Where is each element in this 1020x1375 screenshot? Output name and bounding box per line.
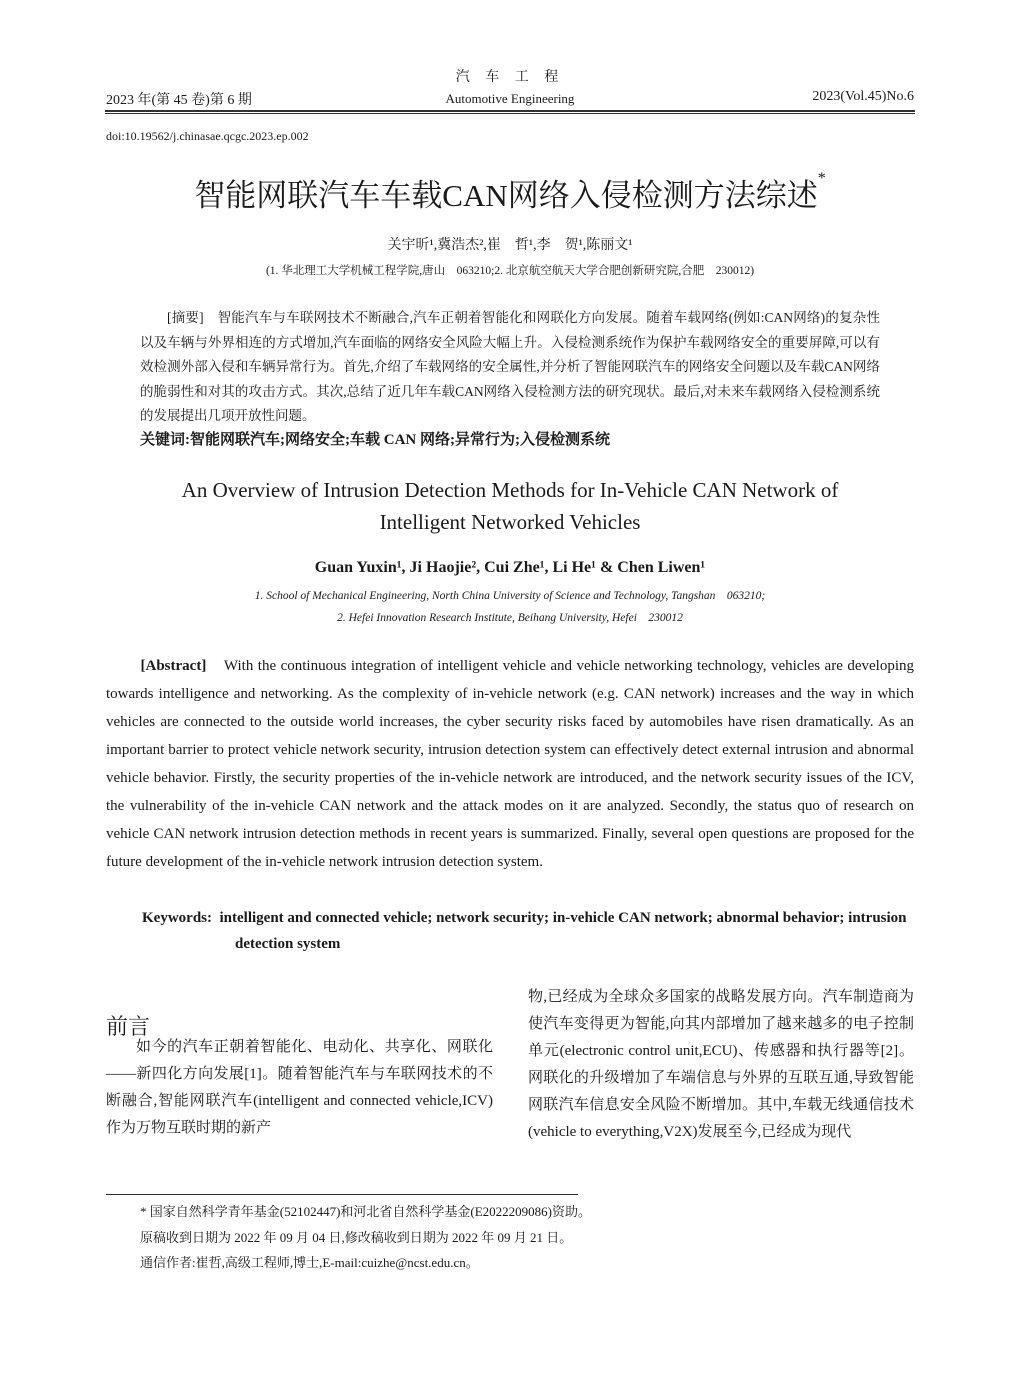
abstract-cn-text: 智能汽车与车联网技术不断融合,汽车正朝着智能化和网联化方向发展。随着车载网络(例如:CAN网络)的复杂性以及车辆与外界相连的方式增加,汽车面临的网络安全风险大幅上升。入侵检测系统作为保护车载网络安全的重要屏障,可以有效检测外部入侵和车辆异常行为。首先,介绍了车载网络的安全属性,并分析了智能网联汽车的网络安全问题以及车载CAN网络的脆弱性和对其的攻击方式。其次,总结了近几年车载CAN网络入侵检测方法的研究现状。最后,对未来车载网络入侵检测系统的发展提出几项开放性问题。 xyxy=(140,310,880,423)
section-heading: 前言 xyxy=(106,1014,151,1039)
footnote-rule xyxy=(106,1194,578,1195)
keywords-cn: 关键词:智能网联汽车;网络安全;车载 CAN 网络;异常行为;入侵检测系统 xyxy=(140,432,610,448)
authors-cn: 关宇昕¹,冀浩杰²,崔 哲¹,李 贺¹,陈丽文¹ xyxy=(387,238,633,253)
footnote-dates: 原稿收到日期为 2022 年 09 月 04 日,修改稿收到日期为 2022 年 09 月 21 日。 xyxy=(140,1230,573,1245)
title-cn-text: 智能网联汽车车载CAN网络入侵检测方法综述 xyxy=(194,178,818,213)
header-rule xyxy=(105,110,915,112)
title-footnote-mark: * xyxy=(817,170,826,187)
journal-name-en: Automotive Engineering xyxy=(445,91,575,106)
title-cn xyxy=(0,170,1020,215)
affiliation-en-2: 2. Hefei Innovation Research Institute, Beihang University, Hefei 230012 xyxy=(337,612,683,624)
header-rule-thin xyxy=(105,113,915,114)
journal-name-cn: 汽 车 工 程 xyxy=(455,70,565,85)
issue-cn: 2023 年(第 45 卷)第 6 期 xyxy=(106,93,252,108)
abstract-en-label: [Abstract] xyxy=(140,658,207,674)
body-text-right: 物,已经成为全球众多国家的战略发展方向。汽车制造商为使汽车变得更为智能,向其内部增加了越来越多的电子控制单元(electronic control unit,ECU)、传感器和执行器等[2]。网联化的升级增加了车端信息与外界的互联互通,导致智能网联汽车信息安全风险不断增加。其中,车载无线通信技术(vehicle to everything,V2X)发展至今,已经成为现代 xyxy=(528,989,914,1140)
abstract-en-text: With the continuous integration of intelligent vehicle and vehicle networking technology, vehicles are developing towards intelligence and networking. As the complexity of in-vehicle network (e.g. CAN network) increases and the way in which vehicles are connected to the outside world increases, the cyber security risks faced by automobiles have risen dramatically. As an important barrier to protect vehicle network security, intrusion detection system can effectively detect external intrusion and abnormal vehicle behavior. Firstly, the security properties of the in-vehicle network are introduced, and the network security issues of the ICV, the vulnerability of the in-vehicle CAN network and the attack modes on it are analyzed. Secondly, the status quo of research on vehicle CAN network intrusion detection methods in recent years is summarized. Finally, several open questions are proposed for the future development of the in-vehicle network intrusion detection system. xyxy=(106,658,914,870)
affiliations-cn: (1. 华北理工大学机械工程学院,唐山 063210;2. 北京航空航天大学合肥创新研究院,合肥 230012) xyxy=(265,265,755,277)
affiliation-en-1: 1. School of Mechanical Engineering, North China University of Science and Technology, Tangshan 063210; xyxy=(254,590,766,602)
title-en-text: An Overview of Intrusion Detection Methods for In-Vehicle CAN Network of Intelligent Networked Vehicles xyxy=(181,478,839,534)
doi: doi:10.19562/j.chinasae.qcgc.2023.ep.002 xyxy=(106,129,309,143)
body-text-left: 如今的汽车正朝着智能化、电动化、共享化、网联化——新四化方向发展[1]。随着智能汽车与车联网技术的不断融合,智能网联汽车(intelligent and connected vehicle,ICV)作为万物互联时期的新产 xyxy=(106,1039,493,1136)
keywords-en-label: Keywords: xyxy=(142,910,212,926)
keywords-en xyxy=(142,905,914,957)
abstract-cn-label: [摘要] xyxy=(167,310,204,325)
footnote-funding: * 国家自然科学青年基金(52102447)和河北省自然科学基金(E2022209086)资助。 xyxy=(140,1204,592,1219)
abstract-cn xyxy=(140,306,880,429)
authors-en: Guan Yuxin¹, Ji Haojie², Cui Zhe¹, Li He¹ & Chen Liwen¹ xyxy=(314,559,706,576)
issue-en: 2023(Vol.45)No.6 xyxy=(812,89,914,104)
keywords-en-text: intelligent and connected vehicle; network security; in-vehicle CAN network; abnormal behavior; intrusion detection system xyxy=(219,910,907,952)
footnote-corresponding: 通信作者:崔哲,高级工程师,博士,E-mail:cuizhe@ncst.edu.cn。 xyxy=(140,1255,479,1270)
abstract-en xyxy=(106,652,914,876)
title-en xyxy=(0,474,1020,538)
